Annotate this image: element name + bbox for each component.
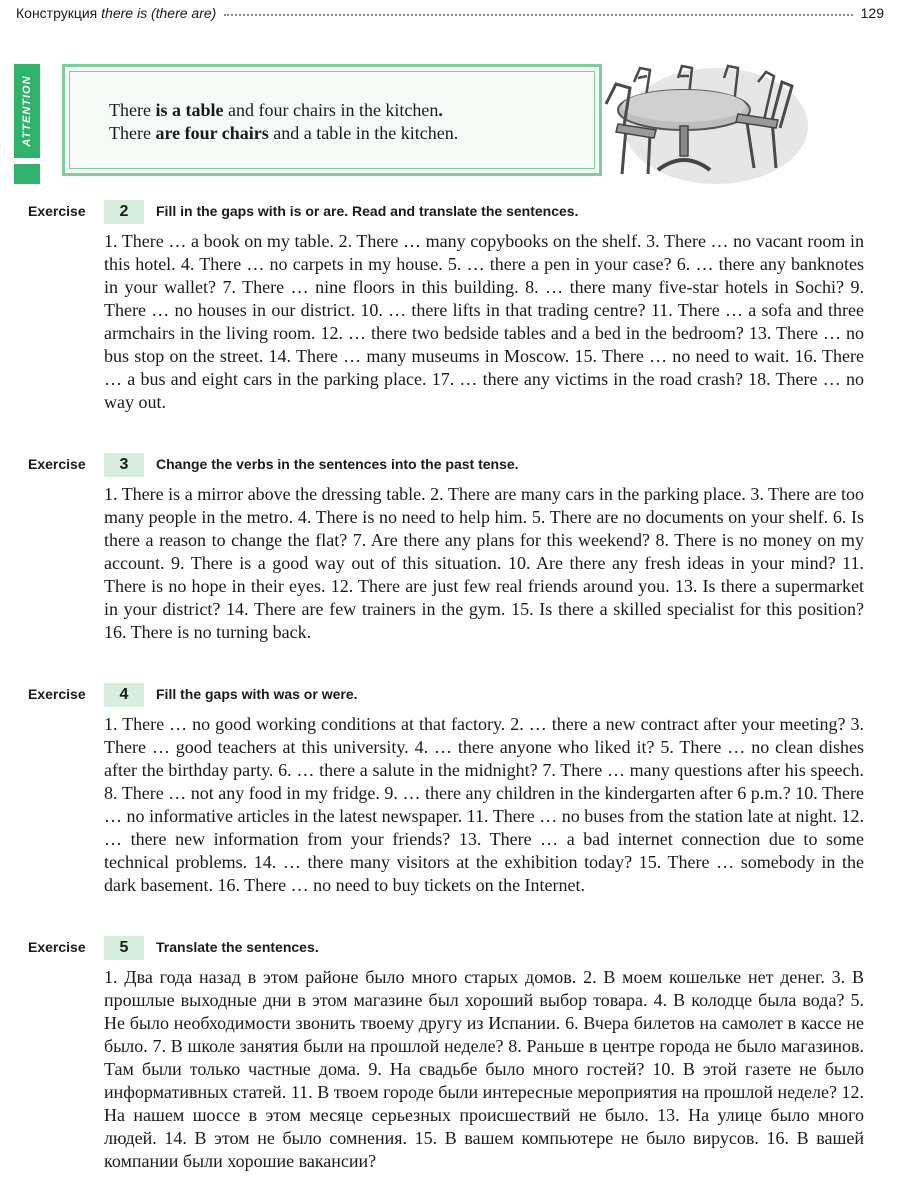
exercise-number: 2 bbox=[104, 200, 144, 224]
exercise-text: 1. There is a mirror above the dressing table. 2. There are many cars in the parking place. 3. There are too many people in the metro. 4. There is no need to help him. 5. There are no documents on your shelf. 6. Is there a reason to change the flat? 7. Are there any plans for this weekend? 8. There is no money on my account. 9. There is a good way out of this situation. 10. Are there any fresh ideas in your mind? 11. There is no hope in their eyes. 12. There are just few real friends around you. 13. Is there a supermarket in your district? 14. There are few trainers in the gym. 15. Is there a skilled specialist for this position? 16. There is no turning back. bbox=[104, 484, 864, 642]
exercise-label: Exercise bbox=[28, 939, 86, 955]
exercise-label: Exercise bbox=[28, 686, 86, 702]
exercise-number: 5 bbox=[104, 936, 144, 960]
attention-label-bar bbox=[14, 64, 40, 158]
exercise-instruction: Fill the gaps with was or were. bbox=[156, 686, 358, 702]
attention-line-1: There is a table and four chairs in the kitchen. bbox=[109, 100, 443, 120]
exercise-text: 1. There … a book on my table. 2. There … many copybooks on the shelf. 3. There … no vacant room in this hotel. 4. There … no carpets in my house. 5. … there a pen in your case? 6. … there any banknotes in your wallet? 7. There … nine floors in this building. 8. … there many five-star hotels in Sochi? 9. There … no houses in our district. 10. … there lifts in that trading centre? 11. There … a sofa and three armchairs in the living room. 12. … there two bedside tables and a bed in the bedroom? 13. There … no bus stop on the street. 14. There … many museums in Moscow. 15. There … no need to wait. 16. There … a bus and eight cars in the parking place. 17. … there any victims in the road crash? 18. There … no way out. bbox=[104, 231, 864, 412]
exercise-text: 1. There … no good working conditions at that factory. 2. … there a new contract after your meeting? 3. There … good teachers at this university. 4. … there anyone who liked it? 5. There … no clean dishes after the birthday party. 6. … there a salute in the midnight? 7. There … many questions after his speech. 8. There … not any food in my fridge. 9. … there any children in the kindergarten after 6 p.m.? 10. There … no informative articles in the latest newspaper. 11. There … no buses from the station late at night. 12. … there new information from your friends? 13. There … a bad internet connection due to some technical problems. 14. … there many visitors at the exhibition today? 15. There … somebody in the dark basement. 16. There … no need to buy tickets on the Internet. bbox=[104, 714, 864, 895]
table-and-chairs-illustration bbox=[596, 64, 808, 186]
attention-text bbox=[109, 99, 458, 145]
exercise-label: Exercise bbox=[28, 203, 86, 219]
header-title: Конструкция there is (there are) bbox=[16, 5, 217, 21]
attention-marker bbox=[14, 164, 40, 184]
header-title-italic: there is (there are) bbox=[101, 5, 217, 21]
exercise-number: 4 bbox=[104, 683, 144, 707]
exercise-instruction: Translate the sentences. bbox=[156, 939, 319, 955]
exercise-3 bbox=[0, 453, 900, 644]
exercise-instruction: Fill in the gaps with is or are. Read and translate the sentences. bbox=[156, 203, 579, 219]
attention-box bbox=[62, 64, 602, 176]
exercise-2 bbox=[0, 200, 900, 414]
exercise-text: 1. Два года назад в этом районе было много старых домов. 2. В моем кошельке нет денег. 3. В прошлые выходные дни в этом магазине был хороший выбор товара. 4. В колодце была вода? 5. Не было необходимости звонить твоему другу из Испании. 6. Вчера билетов на самолет в кассе не было. 7. В школе занятия были на прошлой неделе? 8. Раньше в центре города не было магазинов. Там были только частные дома. 9. На свадьбе было много гостей? 10. В этой газете не было информативных статей. 11. В твоем городе были интересные мероприятия на прошлой неделе? 12. На нашем шоссе в этом месяце серьезных происшествий не было. 13. На улице было много людей. 14. В этом не было сомнения. 15. В вашем компьютере не было вирусов. 16. В вашей компании были хорошие вакансии? bbox=[104, 967, 864, 1171]
exercise-5 bbox=[0, 936, 900, 1173]
running-header bbox=[16, 2, 884, 24]
exercise-label: Exercise bbox=[28, 456, 86, 472]
header-leader-dots bbox=[224, 14, 852, 16]
exercise-number: 3 bbox=[104, 453, 144, 477]
attention-label: ATTENTION bbox=[21, 75, 33, 147]
exercise-4 bbox=[0, 683, 900, 897]
attention-line-2: There are four chairs and a table in the kitchen. bbox=[109, 123, 459, 143]
exercise-instruction: Change the verbs in the sentences into the past tense. bbox=[156, 456, 519, 472]
page-number: 129 bbox=[860, 5, 884, 21]
